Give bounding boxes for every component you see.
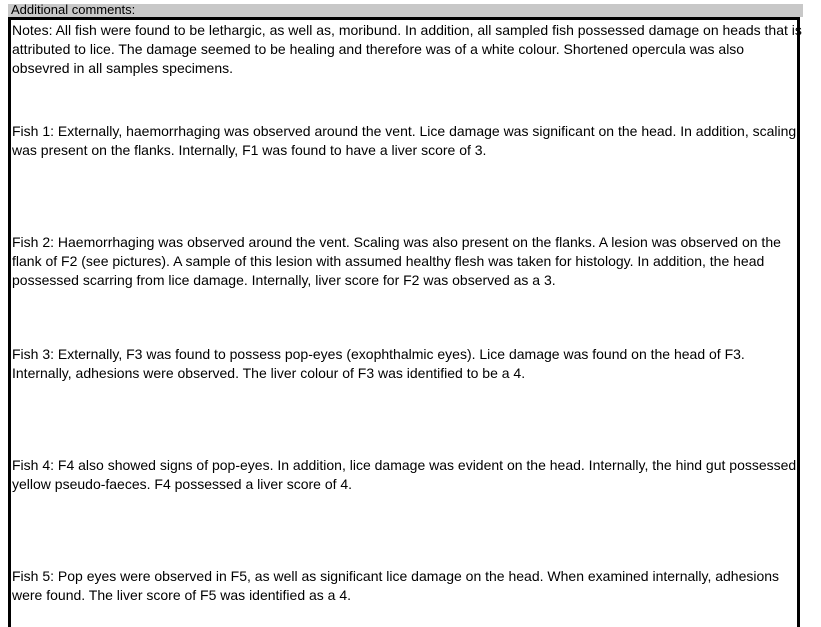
fish-5-paragraph: Fish 5: Pop eyes were observed in F5, as well as significant lice damage on the head. When examined internally, adhesions were found. The liver score of F5 was identified as a 4. [12, 568, 780, 603]
comments-box [8, 17, 800, 627]
fish-4-paragraph: Fish 4: F4 also showed signs of pop-eyes. In addition, lice damage was evident on the head. Internally, the hind gut possessed yellow pseudo-faeces. F4 possessed a liver score of 4. [12, 457, 797, 492]
section-header [8, 4, 803, 17]
fish-2-paragraph: Fish 2: Haemorrhaging was observed around the vent. Scaling was also present on the flanks. A lesion was observed on the flank of F2 (see pictures). A sample of this lesion with assumed healthy flesh was taken for histology. In addition, the head possessed scarring from lice damage. Internally, liver score for F2 was observed as a 3. [12, 234, 781, 288]
fish-3-paragraph: Fish 3: Externally, F3 was found to possess pop-eyes (exophthalmic eyes). Lice damage was found on the head of F3. Internally, adhesions were observed. The liver colour of F3 was identified to be a 4. [12, 346, 745, 381]
notes-paragraph: Notes: All fish were found to be lethargic, as well as, moribund. In addition, all sampled fish possessed damage on heads that is attributed to lice. The damage seemed to be healing and therefore was of a white colour. Shortened opercula was also obsevred in all samples specimens. [12, 22, 802, 76]
section-title: Additional comments: [11, 2, 136, 17]
fish-1-paragraph: Fish 1: Externally, haemorrhaging was observed around the vent. Lice damage was significant on the head. In addition, scaling was present on the flanks. Internally, F1 was found to have a liver score of 3. [12, 123, 797, 158]
